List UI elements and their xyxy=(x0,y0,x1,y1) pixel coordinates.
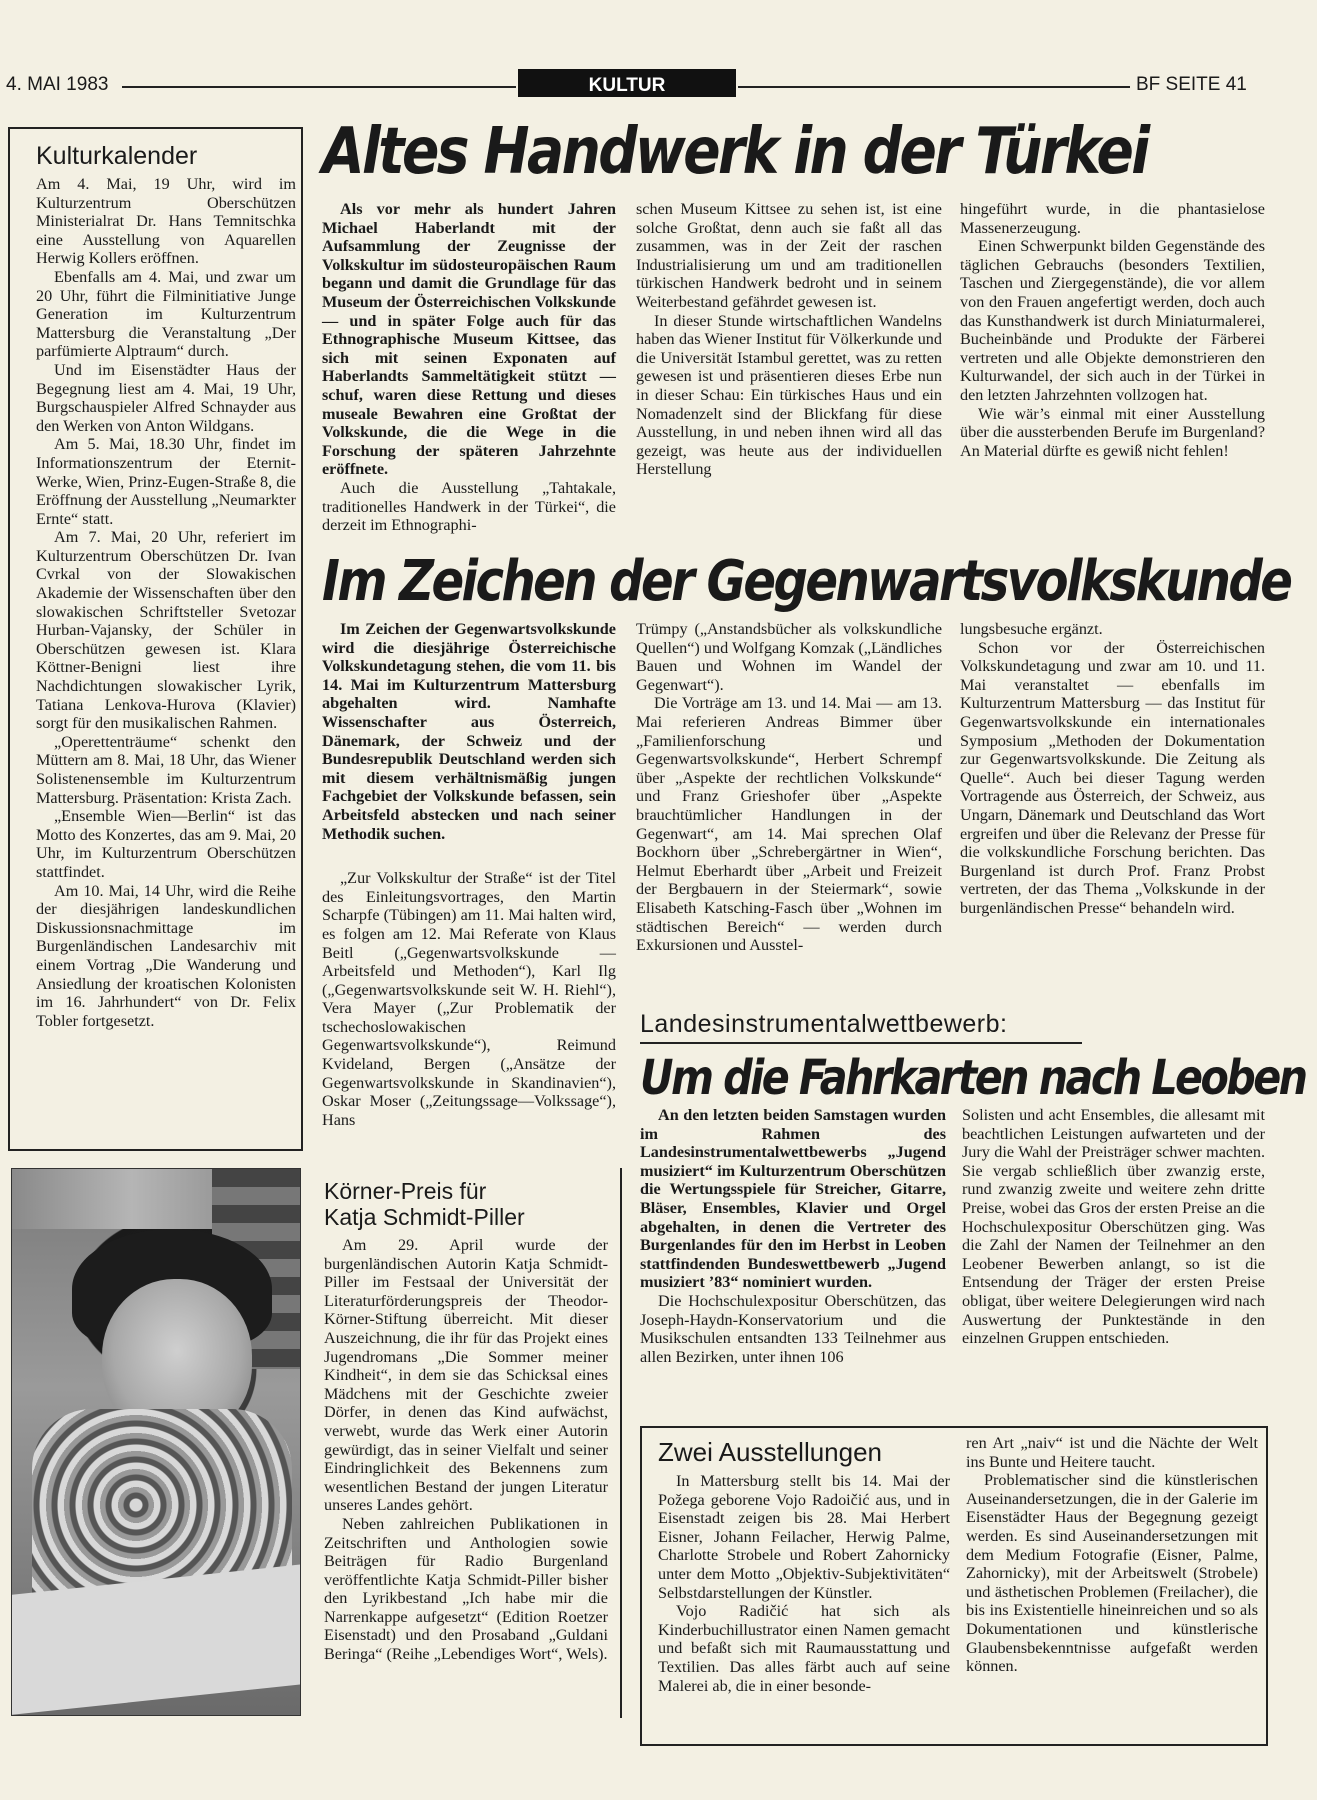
article1-headline: Altes Handwerk in der Türkei xyxy=(322,115,1148,189)
page-number: BF SEITE 41 xyxy=(1136,74,1247,95)
kalender-paragraph: Am 10. Mai, 14 Uhr, wird die Reihe der diesjährigen landeskundlichen Diskussionsnachmittage im Burgenländischen Landesarchiv mit einem Vortrag „Die Wanderung und Ansiedlung der kroatischen Kolonisten im 16. Jahrhundert“ von Dr. Felix Tobler fortgesetzt. xyxy=(36,881,296,1030)
article2-paragraph: Die Vorträge am 13. und 14. Mai — am 13. Mai referieren Andreas Bimmer über „Familienforschung und Gegenwartsvolkskunde“, Herbert Schrempf über „Aspekte der rechtlichen Volkskunde“ und Franz Grieshofer über „Aspekte brauchtümlicher Handlungen in der Gegenwart“, am 14. Mai sprechen Olaf Bockhorn über „Schrebergärtner in Wien“, Helmut Eberhardt über „Arbeit und Freizeit der Bergbauern in der Steiermark“, sowie Elisabeth Katsching-Fasch über „Wohnen im städtischen Bereich“ — werden durch Exkursionen und Ausstel- xyxy=(636,694,942,955)
article2-paragraph: lungsbesuche ergänzt. xyxy=(960,620,1103,638)
koerner-text xyxy=(324,1236,608,1664)
article3-col1 xyxy=(640,1106,946,1366)
article1-paragraph: In dieser Stunde wirtschaftlichen Wandelns haben das Wiener Institut für Völkerkunde und die Universität Istambul gerettet, was zu retten gewesen ist und präsentieren dieses Erbe nun in dieser Schau: Ein türkisches Haus und ein Nomadenzelt sind der Blickfang für diese Ausstellung, in und neben ihnen wird all das gezeigt, was heute aus der individuellen Herstellung xyxy=(636,311,942,479)
zwei-col1 xyxy=(658,1472,950,1695)
zwei-paragraph: Problematischer sind die künstlerischen Auseinandersetzungen, die in der Galerie im Eisenstädter Haus der Begegnung gezeigt werden. Es sind Auseinandersetzungen mit dem Medium Fotografie (Eisner, Palme, Zahornicky), mit der Arbeitswelt (Strobele) und ästhetischen Problemen (Freilacher), die bis ins Existentielle hineinreichen und so als Dokumentationen und künstlerische Glaubensbekenntnisse aufgefaßt werden können. xyxy=(966,1471,1258,1676)
article2-lead: Im Zeichen der Gegenwartsvolkskunde wird die diesjährige Österreichische Volkskundetagung stehen, die vom 11. bis 14. Mai im Kulturzentrum Mattersburg abgehalten wird. Namhafte Wissenschafter aus Österreich, Dänemark, der Schweiz und der Bundesrepublik Deutschland werden sich mit diesem verhältnismäßig jungen Fachgebiet der Volkskunde befassen, sein Arbeitsfeld abstecken und nach seiner Methodik suchen. xyxy=(322,620,616,843)
article3-headline: Um die Fahrkarten nach Leoben xyxy=(640,1050,1306,1106)
zwei-paragraph: In Mattersburg stellt bis 14. Mai der Požega geborene Vojo Radoičić aus, und in Eisenstadt zeigen bis 28. Mai Herbert Eisner, Johann Feilacher, Herwig Palme, Charlotte Strobele und Robert Zahornicky unter dem Motto „Objektiv-Subjektivitäten“ Selbstdarstellungen der Künstler. xyxy=(658,1472,950,1602)
article3-kicker: Landesinstrumentalwettbewerb: xyxy=(640,1010,1008,1038)
kulturkalender-title: Kulturkalender xyxy=(36,142,198,170)
kalender-paragraph: „Operettenträume“ schenkt den Müttern am 8. Mai, 18 Uhr, das Wiener Solistenensemble im Kulturzentrum Mattersburg. Präsentation: Krista Zach. xyxy=(36,732,296,807)
koerner-paragraph: Am 29. April wurde der burgenländischen Autorin Katja Schmidt-Piller im Festsaal der Universität der Literaturförderungspreis der Theodor-Körner-Stiftung überreicht. Mit dieser Auszeichnung, die ihr für das Projekt eines Jugendromans „Die Sommer meiner Kindheit“, in dem sie das Schicksal eines Mädchens mit der Geschichte zweier Dörfer, in denen das Kind aufwächst, verwebt, wurde das Werk einer Autorin gewürdigt, das in seiner Vielfalt und seiner Eindringlichkeit des Bekennens zum wesentlichen Bestand der jungen Literatur unseres Landes gehört. xyxy=(324,1236,608,1515)
article2-headline: Im Zeichen der Gegenwartsvolkskunde xyxy=(322,549,1291,614)
issue-date: 4. MAI 1983 xyxy=(6,74,109,95)
kalender-paragraph: Am 4. Mai, 19 Uhr, wird im Kulturzentrum Oberschützen Ministerialrat Dr. Hans Temnitschka eine Ausstellung von Aquarellen Herwig Kollers eröffnen. xyxy=(36,175,296,268)
section-label: KULTUR xyxy=(518,69,736,97)
zwei-col2 xyxy=(966,1434,1258,1676)
kulturkalender-box xyxy=(8,127,303,1151)
article1-col1 xyxy=(322,200,616,535)
article1-paragraph: Auch die Ausstellung „Tahtakale, traditionelles Handwerk in der Türkei“, die derzeit im Ethnographi- xyxy=(322,478,616,535)
kalender-paragraph: Am 7. Mai, 20 Uhr, referiert im Kulturzentrum Oberschützen Dr. Ivan Cvrkal von der Slowakischen Akademie der Wissenschaften über den slowakischen Schriftsteller Svetozar Hurban-Vajansky, der Schüler in Oberschützen gewesen ist. Klara Köttner-Benigni liest ihre Nachdichtungen slowakischer Lyrik, Tatiana Lenkova-Hurova (Klavier) sorgt für den musikalischen Rahmen. xyxy=(36,528,296,733)
article1-col3 xyxy=(960,200,1265,460)
zwei-paragraph: Vojo Radičić hat sich als Kinderbuchillustrator einen Namen gemacht und befaßt sich mit Raumausstattung und Textilien. Das alles färbt auch auf seine Malerei ab, die in einer besonde- xyxy=(658,1602,950,1695)
article1-col2 xyxy=(636,200,942,479)
kalender-paragraph: Ebenfalls am 4. Mai, und zwar um 20 Uhr, führt die Filminitiative Junge Generation im Kulturzentrum Mattersburg die Veranstaltung „Der parfümierte Alptraum“ durch. xyxy=(36,267,296,361)
author-photo xyxy=(11,1168,301,1716)
article3-lead: An den letzten beiden Samstagen wurden im Rahmen des Landesinstrumentalwettbewerbs „Jugend musiziert“ im Kulturzentrum Oberschützen die Wertungsspiele für Streicher, Gitarre, Bläser, Ensembles, Klavier und Orgel abgehalten, in denen die Vertreter des Burgenlandes für den im Herbst in Leoben stattfindenden Bundeswettbewerb „Jugend musiziert ’83“ nominiert wurden. xyxy=(640,1106,946,1292)
article2-col3 xyxy=(960,620,1265,918)
article3-paragraph: Solisten und acht Ensembles, die allesamt mit beachtlichen Leistungen aufwarteten und der Jury die Wahl der Preisträger schwer machten. Sie vergab schließlich über zwanzig erste, rund zwanzig zweite und weitere zehn dritte Preise, wobei das Gros der ersten Preise an die Hochschulexpositur Oberschützen ging. Was die Zahl der Namen der Teilnehmer an den Leobener Bewerben anlangt, so ist die Entsendung der Träger der ersten Preise obligat, über weitere Delegierungen wird nach Auswertung der Punktestände in den einzelnen Gruppen entschieden. xyxy=(962,1106,1265,1348)
article3-paragraph: Die Hochschulexpositur Oberschützen, das Joseph-Haydn-Konservatorium und die Musikschulen entsandten 133 Teilnehmer aus allen Bezirken, unter ihnen 106 xyxy=(640,1291,946,1366)
zwei-title: Zwei Ausstellungen xyxy=(658,1437,883,1467)
zwei-ausstellungen-box xyxy=(640,1426,1268,1746)
koerner-title-line1: Körner-Preis für xyxy=(324,1178,487,1204)
article2-col1 xyxy=(322,620,616,1129)
kalender-paragraph: „Ensemble Wien—Berlin“ ist das Motto des Konzertes, das am 9. Mai, 20 Uhr, im Kulturzentrum Oberschützen stattfindet. xyxy=(36,807,296,881)
header-rule-left xyxy=(122,86,516,88)
article1-paragraph: Wie wär’s einmal mit einer Ausstellung über die aussterbenden Berufe im Burgenland? An Material dürfte es gewiß nicht fehlen! xyxy=(960,404,1265,460)
article1-lead: Als vor mehr als hundert Jahren Michael Haberlandt mit der Aufsammlung der Zeugnisse der Volkskultur im südosteuropäischen Raum begann und damit die Grundlage für das Museum der Österreichischen Volkskunde — und in später Folge auch für das Ethnographische Museum Kittsee, das sich mit seinen Exponaten auf Haberlandts Sammeltätigkeit stützt — schuf, waren diese Rettung und dieses museale Bewahren eine Großtat der Volkskunde, die die Wege in die Forschung der späteren Jahrzehnte eröffnete. xyxy=(322,200,616,479)
header-rule-right xyxy=(738,86,1130,88)
kicker-rule xyxy=(640,1042,1082,1044)
zwei-paragraph: ren Art „naiv“ ist und die Nächte der Welt ins Bunte und Heitere taucht. xyxy=(966,1434,1258,1471)
article2-paragraph: Schon vor der Österreichischen Volkskundetagung und zwar am 10. und 11. Mai veranstaltet — ebenfalls im Kulturzentrum Mattersburg — das Institut für Gegenwartsvolkskunde ein internationales Symposium „Methoden der Dokumentation zur Gegenwartsvolkskunde. Die Zeitung als Quelle“. Auch bei dieser Tagung werden Vortragende aus Österreich, der Schweiz, aus Ungarn, Dänemark und Deutschland das Wort ergreifen und über die Relevanz der Presse für die volkskundliche Forschung berichten. Das Burgenland ist durch Prof. Franz Probst vertreten, der das Thema „Volkskunde in der burgenländischen Presse“ behandeln wird. xyxy=(960,638,1265,917)
koerner-paragraph: Neben zahlreichen Publikationen in Zeitschriften und Anthologien sowie Beiträgen für Radio Burgenland veröffentlichte Katja Schmidt-Piller bisher den Lyrikbestand „Ich habe mir die Narrenkappe aufgesetzt“ (Edition Roetzer Eisenstadt) und den Prosaband „Guldani Beringa“ (Reihe „Lebendiges Wort“, Wels). xyxy=(324,1514,608,1664)
article1-paragraph: schen Museum Kittsee zu sehen ist, ist eine solche Großtat, denn auch sie faßt all das zusammen, was in der Zeit der raschen Industrialisierung um und am traditionellen türkischen Handwerk bedroht und in seinem Weiterbestand gefährdet gewesen ist. xyxy=(636,200,942,311)
koerner-title xyxy=(324,1178,525,1230)
article1-paragraph: hingeführt wurde, in die phantasielose Massenerzeugung. xyxy=(960,200,1265,237)
article1-paragraph: Einen Schwerpunkt bilden Gegenstände des täglichen Gebrauchs (besonders Textilien, Taschen und Ziergegenstände), die vor allem von den Frauen angefertigt werden, doch auch das Kunsthandwerk ist durch Miniaturmalerei, Bucheinbände und Produkte der Färberei vertreten und alle Objekte demonstrieren den Kulturwandel, der sich auch in der Türkei in den letzten Jahrzehnten vollzogen hat. xyxy=(960,237,1265,404)
article3-col2 xyxy=(962,1106,1265,1348)
kulturkalender-text xyxy=(36,175,296,1030)
kalender-paragraph: Und im Eisenstädter Haus der Begegnung liest am 4. Mai, 19 Uhr, Burgschauspieler Alfred Schnayder aus den Werken von Anton Wildgans. xyxy=(36,360,296,435)
kalender-paragraph: Am 5. Mai, 18.30 Uhr, findet im Informationszentrum der Eternit-Werke, Wien, Prinz-Eugen-Straße 8, die Eröffnung der Ausstellung „Neumarkter Ernte“ statt. xyxy=(36,435,296,528)
article2-col2 xyxy=(636,620,942,955)
koerner-box xyxy=(302,1168,622,1718)
koerner-title-line2: Katja Schmidt-Piller xyxy=(324,1204,525,1230)
article2-paragraph: Trümpy („Anstandsbücher als volkskundliche Quellen“) und Wolfgang Komzak („Ländliches Bauen und Wohnen im Wandel der Gegenwart“). xyxy=(636,620,942,694)
article2-paragraph: „Zur Volkskultur der Straße“ ist der Titel des Einleitungsvortrages, den Martin Scharpfe (Tübingen) am 11. Mai halten wird, es folgen am 12. Mai Referate von Klaus Beitl („Gegenwartsvolkskunde — Arbeitsfeld und Methoden“), Karl Ilg („Gegenwartsvolkskunde seit W. H. Riehl“), Vera Mayer („Zur Problematik der tschechoslowakischen Gegenwartsvolkskunde“), Reimund Kvideland, Bergen („Ansätze der Gegenwartsvolkskunde in Skandinavien“), Oskar Moser („Zeitungssage—Volkssage“), Hans xyxy=(322,869,616,1129)
